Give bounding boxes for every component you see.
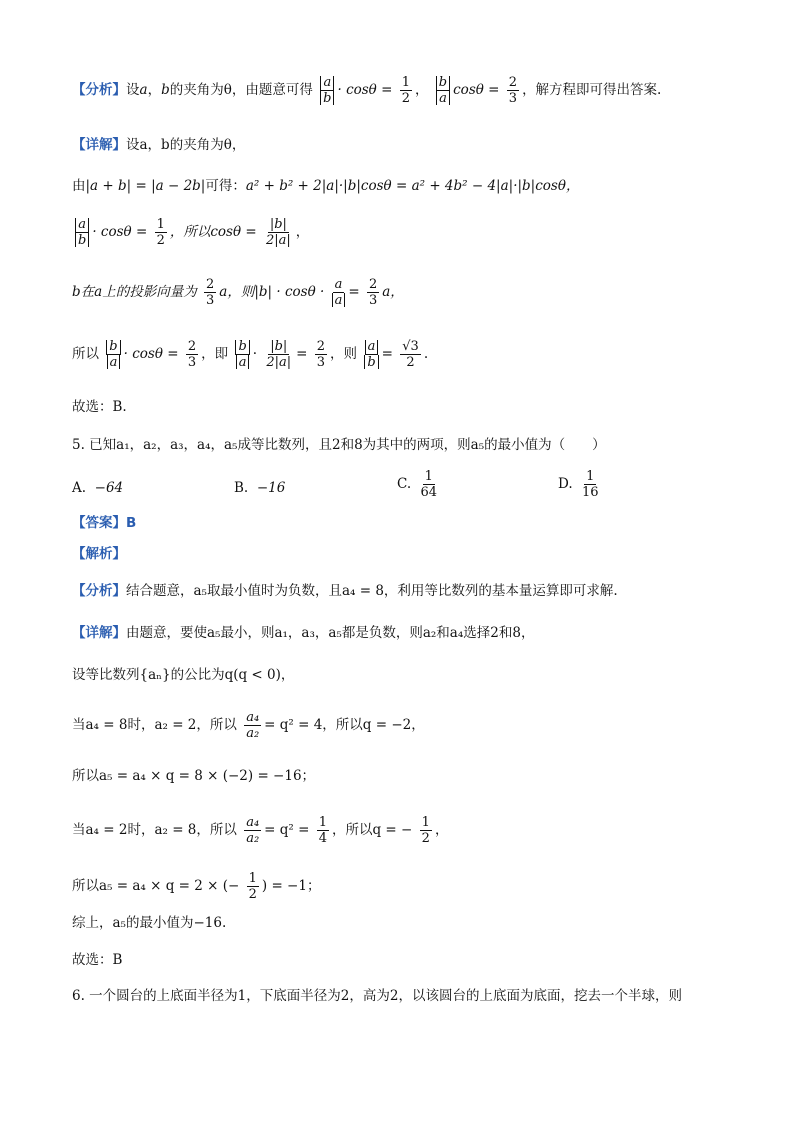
equals: = <box>381 346 393 362</box>
cos-expr-1: · cosθ = <box>337 82 393 98</box>
detail-s5-3 <box>72 711 425 740</box>
option-a[interactable] <box>72 482 123 496</box>
fraction-a4-over-a2-2: $\frac{\text{a₄}}{\text{a₂}}$ <box>246 815 260 846</box>
fraction-sqrt3-over-2: $\frac{√3}{2}$ <box>402 339 419 370</box>
vector-b: b <box>161 82 170 98</box>
comma: ， <box>295 224 310 240</box>
so-text: 所以 <box>72 346 99 362</box>
analysis-tail: ，解方程即可得出答案. <box>522 82 662 98</box>
projection-end: a， <box>382 284 404 300</box>
detail-tag: 【详解】 <box>72 625 126 641</box>
detail-s5-6 <box>72 872 320 901</box>
option-d[interactable] <box>558 470 603 499</box>
option-c[interactable] <box>397 470 442 499</box>
jiexi-s5 <box>72 548 126 562</box>
comma: ， <box>434 822 449 838</box>
choice-text: 故选：B. <box>72 399 127 415</box>
detail-line5-s4: 所以 $\frac{b}{a}$ · cosθ = $\frac{2}{3}$ ，即 $\frac{b}{a}$ · $\frac{|b|}{2|a|}$ = $\frac{2}{3}$ ，则 $\frac{a}{b}$ = $\frac{√3}{2}$ . <box>72 339 429 370</box>
detail-s5-2 <box>72 669 294 683</box>
analysis-line-s4 <box>72 76 661 105</box>
detail-s5-1 <box>72 627 534 641</box>
detail-line2-s4 <box>72 180 579 194</box>
fraction-half-2: $\frac{1}{2}$ <box>156 217 165 248</box>
projection-mid: a，则 <box>219 284 255 300</box>
cos-expr-3: · cosθ = <box>92 224 148 240</box>
equals: = <box>348 284 360 300</box>
option-value: −64 <box>94 480 124 496</box>
jiexi-tag: 【解析】 <box>72 546 126 562</box>
detail-tag: 【详解】 <box>72 137 126 153</box>
question-text: 5. 已知a₁，a₂，a₃，a₄，a₅成等比数列，且2和8为其中的两项，则a₅的最小值为（ ） <box>72 437 606 453</box>
ratio-b-over-a-3: $\frac{b}{a}$ <box>235 340 249 369</box>
detail-line3-prefix: 当a₄ = 8时，a₂ = 2，所以 <box>72 717 237 733</box>
ratio-a-over-b-3: $\frac{a}{b}$ <box>364 340 378 369</box>
fraction-two-thirds-4: $\frac{2}{3}$ <box>187 339 197 370</box>
fraction-two-thirds-3: $\frac{2}{3}$ <box>368 277 378 308</box>
detail-line6-prefix: 所以a₅ = a₄ × q = 2 × (− <box>72 878 240 894</box>
detail-line1-s4 <box>72 139 245 153</box>
detail-s5-4 <box>72 770 315 784</box>
detail-line7: 综上，a₅的最小值为−16. <box>72 915 227 931</box>
detail-line2: 设等比数列{aₙ}的公比为q(q < 0)， <box>72 667 295 683</box>
fraction-two-thirds-2: $\frac{2}{3}$ <box>206 277 215 308</box>
ratio-a-over-b: $\frac{a}{b}$ <box>320 76 334 105</box>
projection-text: b在a上的投影向量为 <box>72 284 197 300</box>
equals: = <box>296 346 308 362</box>
question-text: 6. 一个圆台的上底面半径为1，下底面半径为2，高为2，以该圆台的上底面为底面，挖去一个半球，则 <box>72 988 682 1004</box>
detail-line4: 所以a₅ = a₄ × q = 8 × (−2) = −16； <box>72 768 316 784</box>
analysis-tag: 【分析】 <box>72 82 126 98</box>
detail-s5-5 <box>72 816 448 845</box>
detail-line5-mid: = q² = <box>264 822 310 838</box>
fraction-half: $\frac{1}{2}$ <box>401 75 410 106</box>
option-value: −16 <box>256 480 286 496</box>
fraction-b-over-2a-2: $\frac{|b|}{2|a|}$ <box>266 339 292 370</box>
question-6 <box>72 990 682 1004</box>
ratio-b-over-a: $\frac{b}{a}$ <box>436 76 450 105</box>
fraction-a4-over-a2: $\frac{\text{a₄}}{\text{a₂}}$ <box>246 710 260 741</box>
detail-line5-q: ，所以q = − <box>332 822 413 838</box>
unit-vector-a: $\frac{a}{a}$ <box>332 278 346 307</box>
detail-line4-s4 <box>72 278 404 307</box>
question-5 <box>72 439 606 453</box>
detail-line1-text: 设a，b的夹角为θ， <box>126 137 246 153</box>
then-text: ，则 <box>330 346 358 362</box>
analysis-text-a: 设 <box>126 82 140 98</box>
fraction-two-thirds-5: $\frac{2}{3}$ <box>316 339 326 370</box>
fraction-one-quarter: $\frac{1}{4}$ <box>318 815 327 846</box>
fraction-1-over-64: $\frac{1}{64}$ <box>420 469 437 500</box>
cos-result-label: ，所以cosθ = <box>169 224 257 240</box>
fraction-b-over-2a: $\frac{|b|}{2|a|}$ <box>266 217 291 248</box>
fraction-1-over-16: $\frac{1}{16}$ <box>581 469 599 500</box>
detail-line3-suffix: = q² = 4，所以q = −2， <box>264 717 425 733</box>
choice-text: 故选：B <box>72 952 123 968</box>
detail-line2-prefix: 由 <box>72 178 86 194</box>
option-label: C. <box>397 476 412 492</box>
analysis-text: 结合题意，a₅取最小值时为负数，且a₄ = 8，利用等比数列的基本量运算即可求解. <box>126 583 618 599</box>
detail-line5-prefix: 当a₄ = 2时，a₂ = 8，所以 <box>72 822 237 838</box>
option-label: A. <box>72 480 87 496</box>
analysis-s5 <box>72 585 618 599</box>
detail-line2-eq2: a² + b² + 2|a|·|b|cosθ = a² + 4b² − 4|a|·|b|cosθ， <box>245 178 580 194</box>
answer-s5 <box>72 517 136 531</box>
cos-expr-2: cosθ = <box>453 82 500 98</box>
detail-line6-suffix: ) = −1； <box>261 878 321 894</box>
choice-s5 <box>72 954 122 968</box>
ratio-a-over-b-2: $\frac{a}{b}$ <box>75 218 89 247</box>
fraction-one-half-2: $\frac{1}{2}$ <box>248 871 257 902</box>
option-label: B. <box>234 480 249 496</box>
detail-line3-s4 <box>72 218 309 247</box>
choice-s4 <box>72 401 127 415</box>
projection-expr: |b| · cosθ · <box>254 284 325 300</box>
comma: ， <box>415 82 429 98</box>
analysis-tag: 【分析】 <box>72 583 126 599</box>
detail-line2-eq: |a + b| = |a − 2b| <box>85 178 206 194</box>
ie-text: ，即 <box>201 346 229 362</box>
fraction-two-thirds: $\frac{2}{3}$ <box>508 75 518 106</box>
vector-a: a <box>139 82 148 98</box>
period: . <box>423 346 429 362</box>
option-b[interactable] <box>234 482 285 496</box>
answer-tag: 【答案】B <box>72 515 137 531</box>
detail-line1: 由题意，要使a₅最小，则a₁，a₃，a₅都是负数，则a₂和a₄选择2和8， <box>126 625 535 641</box>
fraction-one-half: $\frac{1}{2}$ <box>421 815 430 846</box>
ratio-b-over-a-2: $\frac{b}{a}$ <box>106 340 120 369</box>
detail-line2-mid: 可得： <box>205 178 246 194</box>
option-label: D. <box>558 476 573 492</box>
analysis-text-b: 的夹角为θ，由题意可得 <box>169 82 313 98</box>
detail-s5-7 <box>72 917 226 931</box>
cos-expr-4: · cosθ = <box>123 346 179 362</box>
separator: ， <box>147 82 162 98</box>
